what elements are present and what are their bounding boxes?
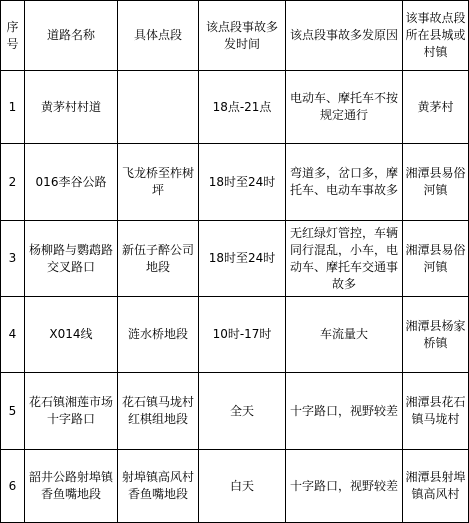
cell-cause: 电动车、摩托车不按规定通行 (286, 71, 403, 144)
table-row (1, 71, 469, 144)
cell-road: 杨柳路与鹦鹉路交叉路口 (25, 221, 118, 297)
cell-road: X014线 (25, 297, 118, 373)
table-row (1, 373, 469, 450)
header-seq: 序号 (1, 1, 25, 71)
header-location: 该事故点段所在县城或村镇 (403, 1, 469, 71)
cell-road: 花石镇湘莲市场十字路口 (25, 373, 118, 450)
table-row (1, 297, 469, 373)
table-row (1, 450, 469, 523)
cell-cause: 十字路口，视野较差 (286, 373, 403, 450)
cell-segment: 涟水桥地段 (118, 297, 199, 373)
header-time: 该点段事故多发时间 (199, 1, 286, 71)
table-row (1, 144, 469, 221)
cell-cause: 十字路口，视野较差 (286, 450, 403, 523)
cell-location: 湘潭县易俗河镇 (403, 144, 469, 221)
cell-time: 18点-21点 (199, 71, 286, 144)
cell-segment: 射埠镇高风村香鱼嘴地段 (118, 450, 199, 523)
cell-road: 韶井公路射埠镇香鱼嘴地段 (25, 450, 118, 523)
cell-cause: 车流量大 (286, 297, 403, 373)
cell-segment: 新伍子醉公司地段 (118, 221, 199, 297)
cell-road: 黄茅村村道 (25, 71, 118, 144)
cell-time: 10时-17时 (199, 297, 286, 373)
header-road: 道路名称 (25, 1, 118, 71)
cell-road: 016李谷公路 (25, 144, 118, 221)
cell-segment (118, 71, 199, 144)
cell-segment: 花石镇马垅村红棋组地段 (118, 373, 199, 450)
cell-seq: 4 (1, 297, 25, 373)
cell-seq: 2 (1, 144, 25, 221)
cell-location: 湘潭县杨家桥镇 (403, 297, 469, 373)
cell-seq: 1 (1, 71, 25, 144)
header-segment: 具体点段 (118, 1, 199, 71)
cell-location: 湘潭县花石镇马垅村 (403, 373, 469, 450)
cell-location: 湘潭县易俗河镇 (403, 221, 469, 297)
cell-segment: 飞龙桥至柞树坪 (118, 144, 199, 221)
cell-time: 18时至24时 (199, 144, 286, 221)
cell-seq: 3 (1, 221, 25, 297)
cell-location: 黄茅村 (403, 71, 469, 144)
cell-time: 18时至24时 (199, 221, 286, 297)
table-row (1, 221, 469, 297)
cell-seq: 6 (1, 450, 25, 523)
cell-cause: 弯道多，岔口多，摩托车、电动车事故多 (286, 144, 403, 221)
cell-time: 白天 (199, 450, 286, 523)
cell-cause: 无红绿灯管控，车辆同行混乱，小车，电动车、摩托车交通事故多 (286, 221, 403, 297)
cell-seq: 5 (1, 373, 25, 450)
cell-time: 全天 (199, 373, 286, 450)
header-cause: 该点段事故多发原因 (286, 1, 403, 71)
cell-location: 湘潭县射埠镇高风村 (403, 450, 469, 523)
header-row (1, 1, 469, 71)
